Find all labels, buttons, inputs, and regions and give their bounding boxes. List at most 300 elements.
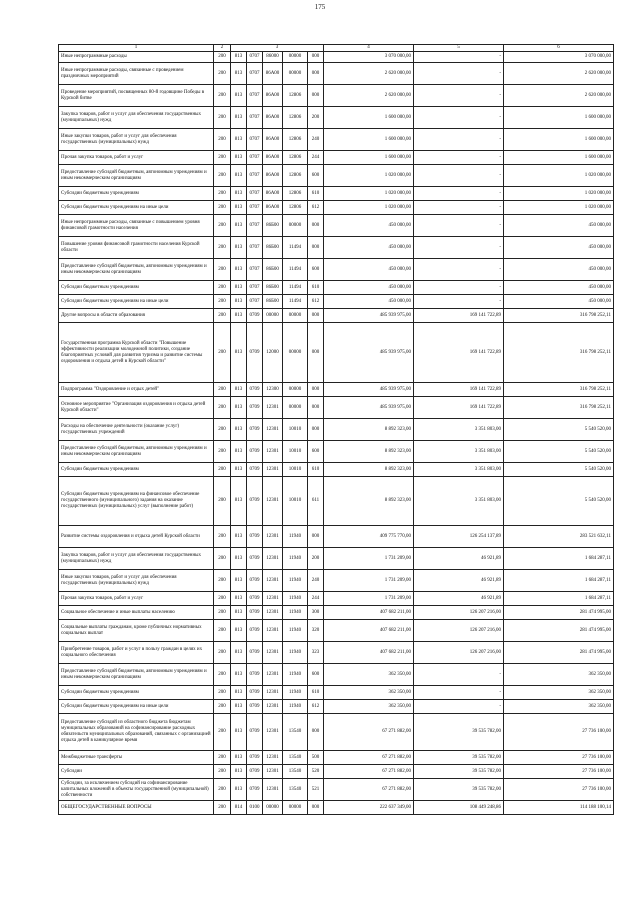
amount-col-4: 1 731 209,00 (324, 548, 414, 570)
row-name: Субсидии бюджетным учреждениям на финансовое обеспечение государственного (муниципального) задания на оказание государственных (муниципальных) услуг (выполнение работ) (59, 477, 214, 526)
code-cell-2: 813 (231, 779, 247, 801)
amount-col-5: 3 351 803,00 (414, 441, 504, 463)
code-cell-1: 200 (214, 309, 231, 323)
code-cell-4: 12301 (263, 751, 283, 765)
code-cell-3: 0709 (247, 751, 263, 765)
row-name: Повышение уровня финансовой грамотности населения Курской области (59, 237, 214, 259)
row-name: Развитие системы оздоровления и отдыха детей Курской области (59, 526, 214, 548)
code-cell-5: 11940 (283, 606, 308, 620)
code-cell-1: 200 (214, 259, 231, 281)
code-cell-2: 813 (231, 187, 247, 201)
amount-col-4: 67 271 882,00 (324, 765, 414, 779)
amount-col-5: 108 449 248,86 (414, 801, 504, 815)
code-cell-3: 0100 (247, 801, 263, 815)
code-cell-1: 200 (214, 526, 231, 548)
code-cell-1: 200 (214, 85, 231, 107)
code-cell-6: 240 (308, 570, 324, 592)
code-cell-6: 244 (308, 592, 324, 606)
amount-col-4: 1 600 000,00 (324, 129, 414, 151)
amount-col-5: - (414, 85, 504, 107)
code-cell-5: 00000 (283, 63, 308, 85)
code-cell-5: 11940 (283, 642, 308, 664)
code-cell-6: 000 (308, 397, 324, 419)
table-row (59, 714, 614, 751)
amount-col-5: - (414, 215, 504, 237)
code-cell-4: 86А00 (263, 107, 283, 129)
row-name: Проведение мероприятий, посвященных 80-й годовщине Победы в Курской битве (59, 85, 214, 107)
row-name: Субсидии (59, 765, 214, 779)
code-cell-2: 813 (231, 151, 247, 165)
code-cell-2: 813 (231, 201, 247, 215)
row-name: Иные закупки товаров, работ и услуг для обеспечения государственных (муниципальных) нужд (59, 570, 214, 592)
amount-col-4: 407 682 211,00 (324, 620, 414, 642)
amount-col-4: 450 000,00 (324, 295, 414, 309)
row-name: Основное мероприятие "Организация оздоровления и отдыха детей Курской области" (59, 397, 214, 419)
amount-col-5: - (414, 664, 504, 686)
amount-col-6: 1 600 000,00 (504, 151, 614, 165)
row-name: Субсидии бюджетным учреждениям на иные цели (59, 295, 214, 309)
amount-col-6: 5 540 520,00 (504, 441, 614, 463)
row-name: Закупка товаров, работ и услуг для обеспечения государственных (муниципальных) нужд (59, 107, 214, 129)
amount-col-6: 1 600 000,00 (504, 107, 614, 129)
amount-col-4: 450 000,00 (324, 215, 414, 237)
amount-col-5: 3 351 803,00 (414, 477, 504, 526)
row-name: Субсидии бюджетным учреждениям (59, 281, 214, 295)
code-cell-2: 813 (231, 85, 247, 107)
amount-col-6: 1 020 000,00 (504, 201, 614, 215)
code-cell-5: 11940 (283, 664, 308, 686)
table-row (59, 664, 614, 686)
row-name: Подпрограмма "Оздоровление и отдых детей" (59, 383, 214, 397)
amount-col-4: 1 600 000,00 (324, 107, 414, 129)
amount-col-4: 8 892 323,00 (324, 477, 414, 526)
code-cell-3: 0707 (247, 52, 263, 63)
code-cell-1: 200 (214, 215, 231, 237)
amount-col-6: 316 798 252,11 (504, 323, 614, 383)
table-row (59, 383, 614, 397)
row-name: Иные закупки товаров, работ и услуг для обеспечения государственных (муниципальных) нужд (59, 129, 214, 151)
amount-col-6: 2 620 000,00 (504, 63, 614, 85)
code-cell-4: 12301 (263, 441, 283, 463)
code-cell-1: 200 (214, 187, 231, 201)
code-cell-2: 813 (231, 397, 247, 419)
row-name: ОБЩЕГОСУДАРСТВЕННЫЕ ВОПРОСЫ (59, 801, 214, 815)
code-cell-4: 86000 (263, 52, 283, 63)
code-cell-2: 813 (231, 463, 247, 477)
code-cell-3: 0709 (247, 779, 263, 801)
code-cell-1: 200 (214, 751, 231, 765)
column-number: 6 (504, 45, 614, 52)
code-cell-3: 0707 (247, 151, 263, 165)
row-name: Расходы на обеспечение деятельности (оказание услуг) государственных учреждений (59, 419, 214, 441)
code-cell-6: 200 (308, 548, 324, 570)
code-cell-4: 86А00 (263, 187, 283, 201)
row-name: Прочая закупка товаров, работ и услуг (59, 592, 214, 606)
amount-col-5: - (414, 686, 504, 700)
amount-col-4: 1 020 000,00 (324, 187, 414, 201)
code-cell-3: 0707 (247, 281, 263, 295)
amount-col-6: 281 474 995,00 (504, 606, 614, 620)
row-name: Предоставление субсидий бюджетным, автономным учреждениям и иным некоммерческим организациям (59, 441, 214, 463)
amount-col-4: 450 000,00 (324, 237, 414, 259)
table-row (59, 592, 614, 606)
code-cell-1: 200 (214, 801, 231, 815)
code-cell-4: 12301 (263, 463, 283, 477)
amount-col-5: - (414, 187, 504, 201)
code-cell-1: 200 (214, 295, 231, 309)
code-cell-5: 00000 (283, 52, 308, 63)
code-cell-6: 200 (308, 107, 324, 129)
table-row (59, 751, 614, 765)
column-number: 5 (414, 45, 504, 52)
row-name: Приобретение товаров, работ и услуг в пользу граждан в целях их социального обеспечения (59, 642, 214, 664)
amount-col-6: 316 798 252,11 (504, 383, 614, 397)
code-cell-2: 813 (231, 107, 247, 129)
code-cell-2: 813 (231, 52, 247, 63)
amount-col-4: 8 892 323,00 (324, 463, 414, 477)
code-cell-3: 0707 (247, 237, 263, 259)
amount-col-4: 485 939 975,00 (324, 397, 414, 419)
code-cell-4: 12301 (263, 779, 283, 801)
code-cell-4: 86Б00 (263, 295, 283, 309)
code-cell-1: 200 (214, 765, 231, 779)
code-cell-2: 813 (231, 620, 247, 642)
code-cell-2: 813 (231, 165, 247, 187)
amount-col-4: 2 620 000,00 (324, 85, 414, 107)
code-cell-2: 813 (231, 281, 247, 295)
row-name: Субсидии бюджетным учреждениям (59, 686, 214, 700)
table-row (59, 700, 614, 714)
code-cell-6: 610 (308, 686, 324, 700)
budget-table (58, 44, 614, 815)
row-name: Предоставление субсидий бюджетным, автономным учреждениям и иным некоммерческим организациям (59, 664, 214, 686)
code-cell-2: 813 (231, 570, 247, 592)
code-cell-5: 11494 (283, 237, 308, 259)
code-cell-4: 12301 (263, 526, 283, 548)
amount-col-6: 362 350,00 (504, 700, 614, 714)
table-row (59, 606, 614, 620)
code-cell-4: 86Б00 (263, 237, 283, 259)
table-row (59, 323, 614, 383)
code-cell-6: 521 (308, 779, 324, 801)
code-cell-1: 200 (214, 700, 231, 714)
code-cell-2: 813 (231, 323, 247, 383)
amount-col-5: 126 207 216,00 (414, 606, 504, 620)
amount-col-5: - (414, 63, 504, 85)
code-cell-3: 0709 (247, 714, 263, 751)
code-cell-4: 86Б00 (263, 259, 283, 281)
code-cell-2: 813 (231, 295, 247, 309)
code-cell-5: 11940 (283, 686, 308, 700)
amount-col-6: 362 350,00 (504, 686, 614, 700)
amount-col-5: 169 141 722,89 (414, 323, 504, 383)
code-cell-5: 13540 (283, 779, 308, 801)
amount-col-6: 5 540 520,00 (504, 463, 614, 477)
code-cell-4: 86А00 (263, 151, 283, 165)
code-cell-1: 200 (214, 477, 231, 526)
column-number: 2 (214, 45, 231, 52)
row-name: Предоставление субсидий бюджетным, автономным учреждениям и иным некоммерческим организациям (59, 165, 214, 187)
code-cell-5: 12806 (283, 151, 308, 165)
code-cell-6: 600 (308, 664, 324, 686)
amount-col-5: 39 535 782,00 (414, 765, 504, 779)
code-cell-1: 200 (214, 779, 231, 801)
amount-col-6: 450 000,00 (504, 237, 614, 259)
amount-col-4: 407 682 211,00 (324, 642, 414, 664)
code-cell-2: 813 (231, 129, 247, 151)
code-cell-4: 12301 (263, 642, 283, 664)
code-cell-5: 10010 (283, 441, 308, 463)
code-cell-3: 0707 (247, 201, 263, 215)
code-cell-3: 0709 (247, 419, 263, 441)
code-cell-5: 10010 (283, 463, 308, 477)
code-cell-6: 000 (308, 52, 324, 63)
amount-col-4: 1 731 209,00 (324, 592, 414, 606)
amount-col-4: 407 682 211,00 (324, 606, 414, 620)
amount-col-5: - (414, 237, 504, 259)
code-cell-1: 200 (214, 323, 231, 383)
code-cell-1: 200 (214, 107, 231, 129)
amount-col-4: 67 271 882,00 (324, 751, 414, 765)
code-cell-2: 813 (231, 309, 247, 323)
code-cell-5: 00000 (283, 215, 308, 237)
row-name: Прочая закупка товаров, работ и услуг (59, 151, 214, 165)
code-cell-3: 0707 (247, 165, 263, 187)
code-cell-2: 813 (231, 477, 247, 526)
code-cell-6: 300 (308, 606, 324, 620)
table-row (59, 801, 614, 815)
code-cell-3: 0709 (247, 620, 263, 642)
code-cell-1: 200 (214, 620, 231, 642)
table-row (59, 779, 614, 801)
code-cell-1: 200 (214, 63, 231, 85)
code-cell-3: 0709 (247, 463, 263, 477)
amount-col-4: 67 271 882,00 (324, 779, 414, 801)
row-name: Государственная программа Курской области "Повышение эффективности реализации молодежной политики, создание благоприятных условий для развития туризма и развитие системы оздоровления и отдыха детей в Курской области" (59, 323, 214, 383)
code-cell-3: 0709 (247, 765, 263, 779)
table-row (59, 309, 614, 323)
code-cell-1: 200 (214, 129, 231, 151)
code-cell-5: 12806 (283, 85, 308, 107)
table-row (59, 642, 614, 664)
code-cell-4: 12301 (263, 570, 283, 592)
amount-col-5: 169 141 722,89 (414, 397, 504, 419)
code-cell-5: 11940 (283, 592, 308, 606)
row-name: Социальное обеспечение и иные выплаты населению (59, 606, 214, 620)
code-cell-2: 813 (231, 441, 247, 463)
code-cell-6: 000 (308, 237, 324, 259)
code-cell-3: 0707 (247, 259, 263, 281)
amount-col-6: 362 350,00 (504, 664, 614, 686)
row-name: Субсидии, за исключением субсидий на софинансирование капитальных вложений в объекты государственной (муниципальной) собственности (59, 779, 214, 801)
code-cell-5: 12806 (283, 107, 308, 129)
row-name: Закупка товаров, работ и услуг для обеспечения государственных (муниципальных) нужд (59, 548, 214, 570)
code-cell-5: 11494 (283, 281, 308, 295)
code-cell-2: 813 (231, 642, 247, 664)
table-row (59, 85, 614, 107)
amount-col-6: 5 540 520,00 (504, 477, 614, 526)
row-name: Иные непрограммные расходы, связанные с повышением уровня финансовой грамотности населения (59, 215, 214, 237)
code-cell-4: 12301 (263, 419, 283, 441)
code-cell-4: 86А00 (263, 201, 283, 215)
row-name: Субсидии бюджетным учреждениям (59, 463, 214, 477)
amount-col-6: 450 000,00 (504, 259, 614, 281)
table-row (59, 151, 614, 165)
amount-col-6: 5 540 520,00 (504, 419, 614, 441)
code-cell-3: 0709 (247, 642, 263, 664)
code-cell-1: 200 (214, 664, 231, 686)
table-row (59, 281, 614, 295)
code-cell-6: 000 (308, 63, 324, 85)
amount-col-6: 283 521 632,11 (504, 526, 614, 548)
code-cell-1: 200 (214, 606, 231, 620)
code-cell-4: 86А00 (263, 165, 283, 187)
table-row (59, 187, 614, 201)
amount-col-4: 362 350,00 (324, 664, 414, 686)
code-cell-1: 200 (214, 714, 231, 751)
amount-col-6: 450 000,00 (504, 281, 614, 295)
amount-col-5: 46 921,89 (414, 570, 504, 592)
code-cell-2: 813 (231, 237, 247, 259)
code-cell-3: 0707 (247, 85, 263, 107)
code-cell-1: 200 (214, 201, 231, 215)
amount-col-5: 126 254 137,89 (414, 526, 504, 548)
amount-col-6: 1 684 287,11 (504, 548, 614, 570)
code-cell-3: 0709 (247, 477, 263, 526)
code-cell-4: 12000 (263, 323, 283, 383)
amount-col-6: 316 798 252,11 (504, 397, 614, 419)
code-cell-1: 200 (214, 165, 231, 187)
amount-col-4: 1 020 000,00 (324, 165, 414, 187)
code-cell-1: 200 (214, 686, 231, 700)
code-cell-2: 813 (231, 548, 247, 570)
amount-col-6: 27 736 100,00 (504, 765, 614, 779)
code-cell-4: 12301 (263, 477, 283, 526)
amount-col-5: 46 921,89 (414, 592, 504, 606)
amount-col-4: 409 775 770,00 (324, 526, 414, 548)
code-cell-2: 813 (231, 63, 247, 85)
amount-col-6: 2 620 000,00 (504, 85, 614, 107)
code-cell-3: 0707 (247, 107, 263, 129)
table-row (59, 686, 614, 700)
code-cell-4: 12301 (263, 397, 283, 419)
code-cell-3: 0709 (247, 323, 263, 383)
code-cell-4: 12301 (263, 714, 283, 751)
code-cell-2: 813 (231, 259, 247, 281)
code-cell-5: 11494 (283, 295, 308, 309)
code-cell-4: 86Б00 (263, 281, 283, 295)
amount-col-6: 27 736 100,00 (504, 714, 614, 751)
column-number: 3 (231, 45, 324, 52)
code-cell-5: 12806 (283, 129, 308, 151)
code-cell-1: 200 (214, 151, 231, 165)
code-cell-2: 813 (231, 664, 247, 686)
code-cell-5: 00000 (283, 383, 308, 397)
table-row (59, 419, 614, 441)
code-cell-3: 0709 (247, 548, 263, 570)
amount-col-5: 126 207 216,00 (414, 620, 504, 642)
table-row (59, 397, 614, 419)
code-cell-6: 611 (308, 477, 324, 526)
amount-col-6: 1 020 000,00 (504, 165, 614, 187)
table-row (59, 52, 614, 63)
amount-col-4: 1 731 209,00 (324, 570, 414, 592)
code-cell-1: 200 (214, 383, 231, 397)
amount-col-6: 27 736 100,00 (504, 751, 614, 765)
amount-col-5: 169 141 722,89 (414, 309, 504, 323)
code-cell-2: 813 (231, 606, 247, 620)
table-row (59, 107, 614, 129)
amount-col-6: 450 000,00 (504, 295, 614, 309)
code-cell-6: 000 (308, 419, 324, 441)
code-cell-4: 12301 (263, 700, 283, 714)
code-cell-6: 323 (308, 642, 324, 664)
code-cell-6: 500 (308, 751, 324, 765)
table-row (59, 237, 614, 259)
code-cell-6: 612 (308, 700, 324, 714)
row-name: Межбюджетные трансферты (59, 751, 214, 765)
amount-col-5: 3 351 803,00 (414, 463, 504, 477)
table-row (59, 477, 614, 526)
code-cell-4: 12301 (263, 686, 283, 700)
code-cell-5: 13540 (283, 714, 308, 751)
code-cell-6: 000 (308, 309, 324, 323)
code-cell-4: 12301 (263, 765, 283, 779)
code-cell-2: 813 (231, 215, 247, 237)
amount-col-6: 1 684 287,11 (504, 592, 614, 606)
code-cell-1: 200 (214, 463, 231, 477)
code-cell-5: 11940 (283, 526, 308, 548)
code-cell-6: 610 (308, 463, 324, 477)
column-number: 4 (324, 45, 414, 52)
code-cell-3: 0709 (247, 309, 263, 323)
code-cell-4: 86Б00 (263, 215, 283, 237)
code-cell-1: 200 (214, 548, 231, 570)
amount-col-6: 281 474 995,00 (504, 642, 614, 664)
code-cell-5: 13540 (283, 765, 308, 779)
code-cell-5: 11494 (283, 259, 308, 281)
amount-col-5: 126 207 216,00 (414, 642, 504, 664)
code-cell-5: 11940 (283, 700, 308, 714)
code-cell-5: 12806 (283, 187, 308, 201)
amount-col-5: 39 535 782,00 (414, 779, 504, 801)
code-cell-3: 0707 (247, 129, 263, 151)
code-cell-6: 000 (308, 85, 324, 107)
amount-col-4: 2 620 000,00 (324, 63, 414, 85)
amount-col-4: 1 600 000,00 (324, 151, 414, 165)
row-name: Предоставление субсидий из областного бюджета бюджетам муниципальных образований на софинансирование расходных обязательств муниципальных образований, связанных с организацией отдыха детей в каникулярное время (59, 714, 214, 751)
amount-col-6: 1 020 000,00 (504, 187, 614, 201)
table-row (59, 526, 614, 548)
code-cell-2: 813 (231, 714, 247, 751)
amount-col-6: 316 798 252,11 (504, 309, 614, 323)
code-cell-6: 320 (308, 620, 324, 642)
table-row (59, 259, 614, 281)
code-cell-5: 00000 (283, 309, 308, 323)
code-cell-5: 12806 (283, 165, 308, 187)
code-cell-6: 610 (308, 281, 324, 295)
code-cell-5: 12806 (283, 201, 308, 215)
code-cell-5: 11940 (283, 548, 308, 570)
code-cell-6: 612 (308, 201, 324, 215)
code-cell-6: 612 (308, 295, 324, 309)
row-name: Субсидии бюджетным учреждениям (59, 187, 214, 201)
table-row (59, 165, 614, 187)
row-name: Социальные выплаты гражданам, кроме публичных нормативных социальных выплат (59, 620, 214, 642)
table-row (59, 765, 614, 779)
code-cell-6: 520 (308, 765, 324, 779)
amount-col-4: 1 020 000,00 (324, 201, 414, 215)
